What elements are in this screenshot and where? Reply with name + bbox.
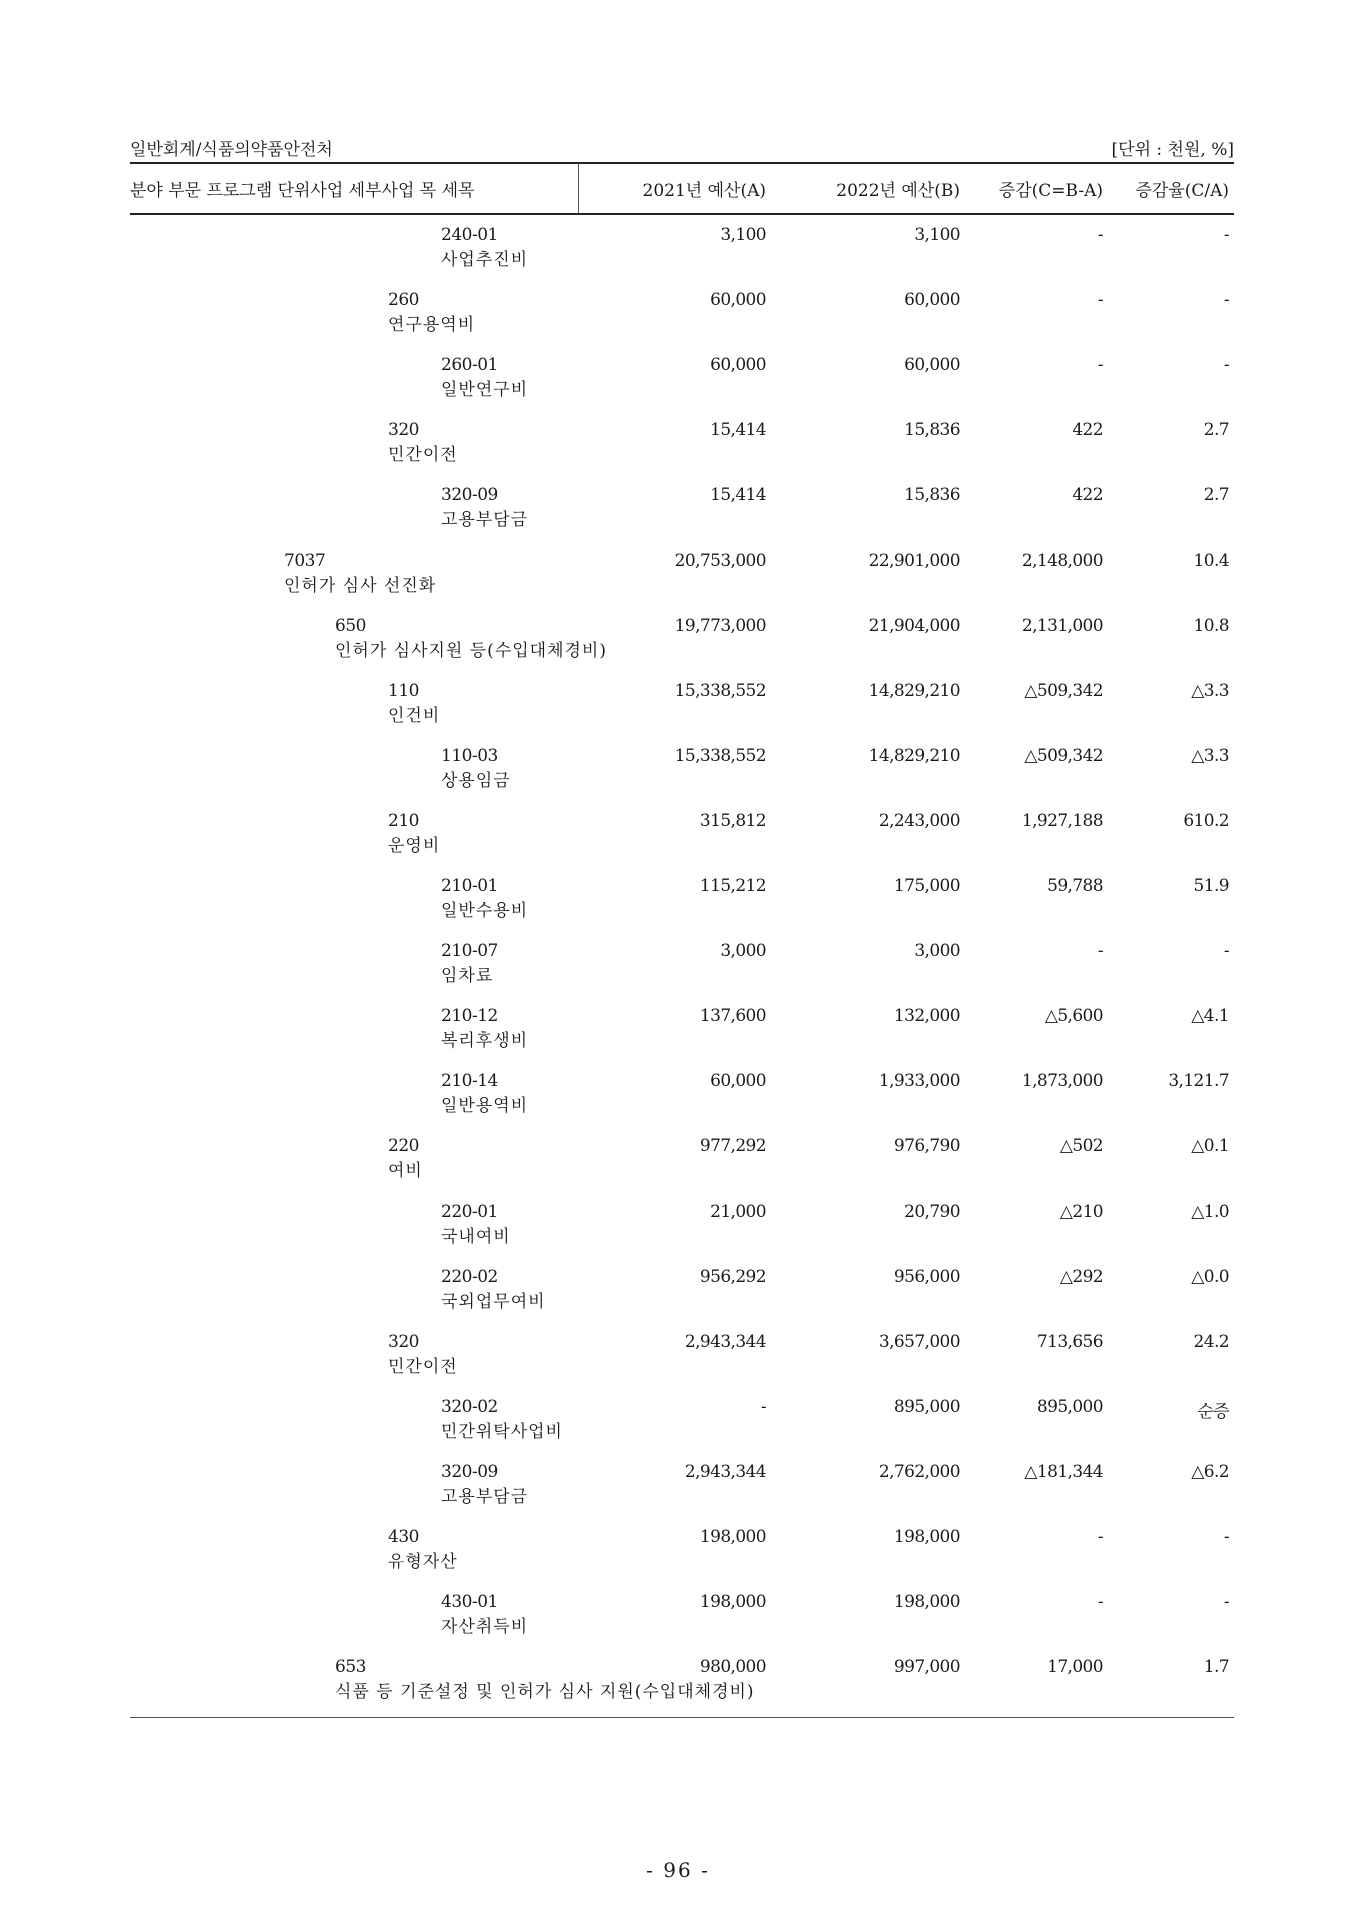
change-rate-value: △3.3 <box>1191 681 1229 701</box>
budget-2022-value: 60,000 <box>904 290 960 310</box>
column-header-hierarchy: 분야 부문 프로그램 단위사업 세부사업 목 세목 <box>130 181 475 201</box>
table-row <box>0 811 1356 871</box>
budget-2022-value: 198,000 <box>893 1592 960 1612</box>
item-name: 자산취득비 <box>441 1617 529 1637</box>
budget-2021-value: 60,000 <box>710 355 766 375</box>
change-rate-value: 1.7 <box>1203 1657 1229 1677</box>
change-rate-value: 51.9 <box>1193 876 1229 896</box>
column-header-change: 증감(C=B-A) <box>998 181 1103 201</box>
change-rate-value: 10.4 <box>1193 551 1229 571</box>
table-row <box>0 1136 1356 1196</box>
change-rate-value: △0.1 <box>1191 1136 1229 1156</box>
item-name: 사업추진비 <box>441 250 529 270</box>
change-rate-value: 610.2 <box>1183 811 1229 831</box>
change-value: 2,131,000 <box>1021 616 1103 636</box>
change-rate-value: - <box>1223 290 1229 310</box>
budget-2021-value: 15,338,552 <box>674 681 766 701</box>
item-name: 인건비 <box>388 706 441 726</box>
change-value: △5,600 <box>1044 1006 1103 1026</box>
item-name: 여비 <box>388 1161 423 1181</box>
budget-2021-value: 20,753,000 <box>674 551 766 571</box>
change-value: 895,000 <box>1036 1397 1103 1417</box>
table-row <box>0 746 1356 806</box>
table-row <box>0 1202 1356 1262</box>
column-header-change-rate: 증감율(C/A) <box>1135 181 1229 201</box>
header-column-divider <box>578 163 579 214</box>
page-number: - 96 - <box>646 1858 710 1882</box>
item-name: 임차료 <box>441 966 494 986</box>
item-code: 320 <box>388 1332 419 1352</box>
item-code: 320-02 <box>441 1397 498 1417</box>
table-row <box>0 681 1356 741</box>
item-name: 인허가 심사지원 등(수입대체경비) <box>335 641 607 661</box>
item-code: 320-09 <box>441 1462 498 1482</box>
change-value: - <box>1097 290 1103 310</box>
item-code: 240-01 <box>441 225 498 245</box>
budget-2022-value: 2,243,000 <box>878 811 960 831</box>
budget-2022-value: 3,100 <box>914 225 960 245</box>
budget-2021-value: 198,000 <box>699 1592 766 1612</box>
document-title: 일반회계/식품의약품안전처 <box>130 140 333 160</box>
unit-label: [단위 : 천원, %] <box>1111 140 1234 160</box>
budget-2021-value: 60,000 <box>710 290 766 310</box>
budget-2022-value: 21,904,000 <box>868 616 960 636</box>
change-value: - <box>1097 225 1103 245</box>
table-row <box>0 876 1356 936</box>
item-code: 430 <box>388 1527 419 1547</box>
budget-2022-value: 15,836 <box>904 485 960 505</box>
budget-2022-value: 175,000 <box>893 876 960 896</box>
change-value: - <box>1097 1592 1103 1612</box>
change-value: 422 <box>1072 420 1103 440</box>
budget-2021-value: 15,414 <box>710 420 766 440</box>
change-rate-value: 2.7 <box>1203 485 1229 505</box>
change-rate-value: - <box>1223 1527 1229 1547</box>
budget-2021-value: 15,414 <box>710 485 766 505</box>
change-value: △210 <box>1059 1202 1103 1222</box>
table-row <box>0 1267 1356 1327</box>
budget-2021-value: 137,600 <box>699 1006 766 1026</box>
item-code: 210 <box>388 811 419 831</box>
change-rate-value: △1.0 <box>1191 1202 1229 1222</box>
budget-2021-value: 21,000 <box>710 1202 766 1222</box>
change-value: - <box>1097 1527 1103 1547</box>
budget-2021-value: 60,000 <box>710 1071 766 1091</box>
budget-2022-value: 976,790 <box>893 1136 960 1156</box>
change-value: 17,000 <box>1047 1657 1103 1677</box>
budget-2021-value: 977,292 <box>699 1136 766 1156</box>
change-value: 713,656 <box>1036 1332 1103 1352</box>
item-name: 민간위탁사업비 <box>441 1422 563 1442</box>
item-code: 220-02 <box>441 1267 498 1287</box>
table-row <box>0 616 1356 676</box>
change-rate-value: - <box>1223 941 1229 961</box>
budget-2021-value: 15,338,552 <box>674 746 766 766</box>
item-code: 220-01 <box>441 1202 498 1222</box>
item-name: 인허가 심사 선진화 <box>284 576 437 596</box>
item-code: 260-01 <box>441 355 498 375</box>
budget-2022-value: 2,762,000 <box>878 1462 960 1482</box>
budget-2022-value: 198,000 <box>893 1527 960 1547</box>
item-code: 110 <box>388 681 419 701</box>
budget-2022-value: 3,657,000 <box>878 1332 960 1352</box>
item-code: 650 <box>335 616 366 636</box>
table-row <box>0 1071 1356 1131</box>
budget-2022-value: 3,000 <box>914 941 960 961</box>
change-rate-value: 순증 <box>1197 1402 1229 1422</box>
budget-2021-value: 956,292 <box>699 1267 766 1287</box>
change-value: △502 <box>1059 1136 1103 1156</box>
change-rate-value: △6.2 <box>1191 1462 1229 1482</box>
item-code: 653 <box>335 1657 366 1677</box>
change-rate-value: 3,121.7 <box>1168 1071 1229 1091</box>
budget-2021-value: 315,812 <box>699 811 766 831</box>
budget-2021-value: 3,000 <box>720 941 766 961</box>
item-name: 국내여비 <box>441 1227 511 1247</box>
item-name: 고용부담금 <box>441 510 529 530</box>
change-rate-value: △3.3 <box>1191 746 1229 766</box>
table-row <box>0 941 1356 1001</box>
change-value: 422 <box>1072 485 1103 505</box>
item-code: 320 <box>388 420 419 440</box>
table-bottom-rule <box>130 1717 1234 1718</box>
budget-2022-value: 997,000 <box>893 1657 960 1677</box>
change-value: △292 <box>1059 1267 1103 1287</box>
change-value: △509,342 <box>1024 746 1103 766</box>
table-row <box>0 1462 1356 1522</box>
item-code: 430-01 <box>441 1592 498 1612</box>
table-row <box>0 420 1356 480</box>
change-rate-value: 2.7 <box>1203 420 1229 440</box>
table-row <box>0 551 1356 611</box>
budget-2021-value: 980,000 <box>699 1657 766 1677</box>
table-row <box>0 1397 1356 1457</box>
item-name: 식품 등 기준설정 및 인허가 심사 지원(수입대체경비) <box>335 1682 755 1702</box>
item-code: 210-07 <box>441 941 498 961</box>
table-row <box>0 1592 1356 1652</box>
item-name: 일반연구비 <box>441 380 529 400</box>
item-code: 320-09 <box>441 485 498 505</box>
item-name: 상용임금 <box>441 771 511 791</box>
table-row <box>0 225 1356 285</box>
table-row <box>0 355 1356 415</box>
table-row <box>0 1006 1356 1066</box>
change-rate-value: △0.0 <box>1191 1267 1229 1287</box>
table-row <box>0 290 1356 350</box>
item-name: 일반용역비 <box>441 1096 529 1116</box>
table-top-rule <box>130 162 1234 164</box>
table-row <box>0 485 1356 545</box>
item-name: 운영비 <box>388 836 441 856</box>
table-row <box>0 1332 1356 1392</box>
item-name: 민간이전 <box>388 1357 458 1377</box>
change-value: - <box>1097 941 1103 961</box>
item-code: 260 <box>388 290 419 310</box>
item-name: 복리후생비 <box>441 1031 529 1051</box>
change-value: 1,927,188 <box>1021 811 1103 831</box>
change-value: △509,342 <box>1024 681 1103 701</box>
item-name: 고용부담금 <box>441 1487 529 1507</box>
item-name: 민간이전 <box>388 445 458 465</box>
item-name: 연구용역비 <box>388 315 476 335</box>
item-code: 210-14 <box>441 1071 498 1091</box>
table-row <box>0 1527 1356 1587</box>
budget-2021-value: 2,943,344 <box>684 1462 766 1482</box>
budget-2021-value: 2,943,344 <box>684 1332 766 1352</box>
budget-2022-value: 956,000 <box>893 1267 960 1287</box>
budget-2022-value: 15,836 <box>904 420 960 440</box>
budget-2021-value: 115,212 <box>699 876 766 896</box>
budget-2022-value: 895,000 <box>893 1397 960 1417</box>
change-rate-value: 24.2 <box>1193 1332 1229 1352</box>
header-bottom-rule <box>130 213 1234 215</box>
change-rate-value: 10.8 <box>1193 616 1229 636</box>
item-code: 220 <box>388 1136 419 1156</box>
item-code: 110-03 <box>441 746 498 766</box>
change-value: 1,873,000 <box>1021 1071 1103 1091</box>
budget-2022-value: 1,933,000 <box>878 1071 960 1091</box>
budget-2022-value: 14,829,210 <box>868 681 960 701</box>
column-header-2022: 2022년 예산(B) <box>836 181 960 201</box>
change-value: - <box>1097 355 1103 375</box>
budget-2021-value: 198,000 <box>699 1527 766 1547</box>
budget-2021-value: 3,100 <box>720 225 766 245</box>
item-code: 210-12 <box>441 1006 498 1026</box>
column-header-2021: 2021년 예산(A) <box>642 181 766 201</box>
budget-2021-value: 19,773,000 <box>674 616 766 636</box>
change-rate-value: - <box>1223 1592 1229 1612</box>
item-name: 유형자산 <box>388 1552 458 1572</box>
change-value: △181,344 <box>1024 1462 1103 1482</box>
item-name: 국외업무여비 <box>441 1292 546 1312</box>
budget-2022-value: 14,829,210 <box>868 746 960 766</box>
change-value: 59,788 <box>1047 876 1103 896</box>
change-rate-value: - <box>1223 355 1229 375</box>
budget-2022-value: 60,000 <box>904 355 960 375</box>
change-rate-value: △4.1 <box>1191 1006 1229 1026</box>
budget-2022-value: 132,000 <box>893 1006 960 1026</box>
item-name: 일반수용비 <box>441 901 529 921</box>
item-code: 7037 <box>284 551 326 571</box>
budget-2022-value: 22,901,000 <box>868 551 960 571</box>
budget-2022-value: 20,790 <box>904 1202 960 1222</box>
budget-2021-value: - <box>760 1397 766 1417</box>
change-rate-value: - <box>1223 225 1229 245</box>
change-value: 2,148,000 <box>1021 551 1103 571</box>
item-code: 210-01 <box>441 876 498 896</box>
table-row <box>0 1657 1356 1717</box>
